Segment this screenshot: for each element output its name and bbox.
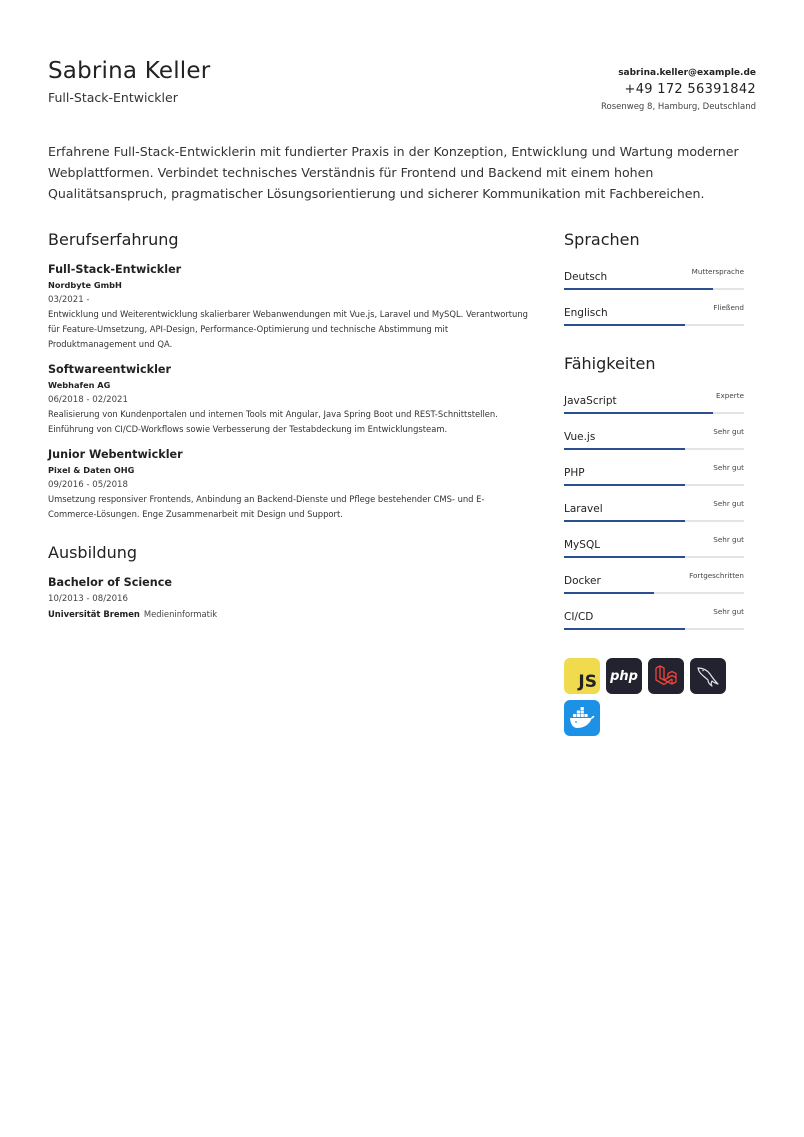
docker-logo-icon [564, 700, 600, 736]
job-entry [48, 362, 528, 437]
languages-list [564, 262, 744, 334]
field-of-study: Medieninformatik [143, 609, 218, 619]
job-date: 03/2021 - [48, 295, 90, 305]
level-bar-fill [564, 628, 685, 630]
skill-name: MySQL [564, 539, 601, 551]
laravel-mark-icon [653, 663, 679, 689]
email-address[interactable]: sabrina.keller@example.de [618, 68, 756, 78]
languages-heading: Sprachen [564, 230, 640, 249]
skills-section [564, 353, 744, 638]
job-title: Softwareentwickler [48, 363, 172, 376]
profile-summary: Erfahrene Full-Stack-Entwicklerin mit fundierter Praxis in der Konzeption, Entwicklung und Wartung moderner Webplattformen. Verbindet technisches Verständnis für Frontend und Backend mit einem hohen Qualitätsanspruch, pragmatischer Lösungsorientierung und sicherer Kommunikation mit Fachbereichen. [48, 144, 739, 201]
skill-name: CI/CD [564, 611, 594, 623]
skill-row [564, 422, 744, 458]
skills-list [564, 386, 744, 638]
skill-name: Vue.js [564, 431, 596, 443]
js-logo-text: JS [578, 672, 597, 692]
education-date: 10/2013 - 08/2016 [48, 594, 128, 604]
laravel-logo-icon [648, 658, 684, 694]
language-row [564, 298, 744, 334]
job-date: 09/2016 - 05/2018 [48, 480, 128, 490]
javascript-logo-icon [564, 658, 600, 694]
language-level: Muttersprache [691, 267, 744, 276]
level-bar-fill [564, 324, 685, 326]
level-bar-track [564, 556, 744, 558]
skill-name: JavaScript [564, 395, 617, 407]
level-bar-track [564, 448, 744, 450]
job-description: Umsetzung responsiver Frontends, Anbindung an Backend-Dienste und Pflege bestehender CMS- und E-Commerce-Lösungen. Enge Zusammenarbeit mit Design und Support. [48, 494, 485, 519]
skill-level: Sehr gut [713, 463, 744, 472]
skill-row [564, 602, 744, 638]
job-role: Full-Stack-Entwickler [48, 90, 178, 105]
job-company: Webhafen AG [48, 380, 111, 390]
experience-heading: Berufserfahrung [48, 230, 179, 249]
education-institution-line [48, 607, 528, 621]
postal-address: Rosenweg 8, Hamburg, Deutschland [600, 102, 756, 112]
docker-whale-icon [568, 705, 596, 731]
education-heading: Ausbildung [48, 543, 138, 562]
job-description: Realisierung von Kundenportalen und internen Tools mit Angular, Java Spring Boot und REST-Schnittstellen. Einführung von CI/CD-Workflows sowie Verbesserung der Testabdeckung im Entwicklungsteam. [48, 409, 498, 434]
contact-block [601, 67, 756, 114]
skill-row [564, 386, 744, 422]
skill-level: Experte [716, 391, 744, 400]
job-date: 06/2018 - 02/2021 [48, 395, 128, 405]
left-column [48, 229, 528, 621]
level-bar-track [564, 484, 744, 486]
php-logo-icon [606, 658, 642, 694]
language-level: Fließend [713, 303, 744, 312]
level-bar-fill [564, 520, 685, 522]
full-name: Sabrina Keller [48, 58, 211, 84]
job-description: Entwicklung und Weiterentwicklung skalierbarer Webanwendungen mit Vue.js, Laravel und MySQL. Verantwortung für Feature-Umsetzung, API-Design, Performance-Optimierung und technische Abstimmung mit Produktmanagement und QA. [48, 309, 528, 349]
skills-heading: Fähigkeiten [564, 354, 656, 373]
resume-header [48, 58, 756, 128]
level-bar-fill [564, 556, 685, 558]
skill-row [564, 458, 744, 494]
skill-level: Sehr gut [713, 607, 744, 616]
level-bar-fill [564, 412, 713, 414]
level-bar-track [564, 412, 744, 414]
mysql-dolphin-icon [695, 663, 721, 689]
level-bar-fill [564, 484, 685, 486]
job-entry [48, 262, 528, 352]
skill-name: Docker [564, 575, 601, 587]
job-title: Full-Stack-Entwickler [48, 263, 182, 276]
level-bar-fill [564, 448, 685, 450]
skill-row [564, 530, 744, 566]
job-company: Pixel & Daten OHG [48, 465, 135, 475]
skill-level: Sehr gut [713, 427, 744, 436]
right-column [564, 229, 744, 736]
level-bar-fill [564, 288, 713, 290]
skill-row [564, 494, 744, 530]
skill-row [564, 566, 744, 602]
education-section [48, 542, 528, 621]
level-bar-track [564, 628, 744, 630]
phone-number[interactable]: +49 172 56391842 [624, 82, 756, 97]
tech-logos [564, 658, 744, 736]
level-bar-fill [564, 592, 654, 594]
language-name: Englisch [564, 307, 608, 319]
level-bar-track [564, 288, 744, 290]
skill-name: Laravel [564, 503, 603, 515]
level-bar-track [564, 520, 744, 522]
language-row [564, 262, 744, 298]
mysql-logo-icon [690, 658, 726, 694]
skill-level: Sehr gut [713, 535, 744, 544]
job-company: Nordbyte GmbH [48, 280, 122, 290]
language-name: Deutsch [564, 271, 608, 283]
degree-title: Bachelor of Science [48, 576, 172, 589]
level-bar-track [564, 324, 744, 326]
job-title: Junior Webentwickler [48, 448, 183, 461]
skill-level: Sehr gut [713, 499, 744, 508]
php-logo-text: php [610, 668, 638, 684]
school-name: Universität Bremen [48, 609, 140, 619]
level-bar-track [564, 592, 744, 594]
skill-name: PHP [564, 467, 585, 479]
skill-level: Fortgeschritten [689, 571, 744, 580]
job-entry [48, 447, 528, 522]
